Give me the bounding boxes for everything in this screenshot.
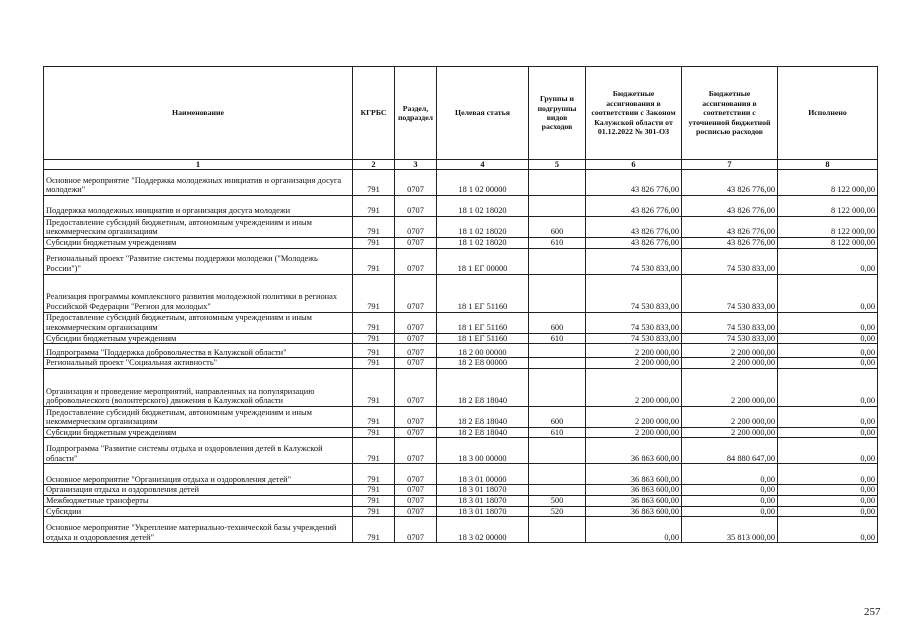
- cell-section: 0707: [395, 333, 437, 344]
- cell-group: [529, 358, 586, 369]
- cell-refined-amount: 43 826 776,00: [682, 217, 778, 238]
- cell-refined-amount: 74 530 833,00: [682, 333, 778, 344]
- cell-group: [529, 196, 586, 217]
- column-number: 5: [529, 160, 586, 170]
- cell-group: 610: [529, 427, 586, 438]
- table-row: [44, 238, 878, 249]
- cell-kgrbs: 791: [353, 333, 395, 344]
- cell-refined-amount: 74 530 833,00: [682, 312, 778, 333]
- cell-kgrbs: 791: [353, 217, 395, 238]
- cell-kgrbs: 791: [353, 406, 395, 427]
- cell-target: 18 2 Е8 18040: [437, 406, 529, 427]
- header-cell: Исполнено: [778, 67, 878, 160]
- cell-kgrbs: 791: [353, 495, 395, 506]
- cell-target: 18 2 Е8 00000: [437, 358, 529, 369]
- cell-law-amount: 43 826 776,00: [586, 238, 682, 249]
- cell-target: 18 3 00 00000: [437, 438, 529, 464]
- cell-executed-amount: 0,00: [778, 312, 878, 333]
- cell-target: 18 1 ЕГ 51160: [437, 312, 529, 333]
- table-row: [44, 517, 878, 543]
- cell-name: Субсидии бюджетным учреждениям: [44, 238, 353, 249]
- cell-section: 0707: [395, 312, 437, 333]
- header-cell: Бюджетные ассигнования в соответствии с уточненной бюджетной росписью расходов: [682, 67, 778, 160]
- cell-section: 0707: [395, 506, 437, 517]
- cell-section: 0707: [395, 427, 437, 438]
- cell-executed-amount: 0,00: [778, 274, 878, 312]
- cell-target: 18 1 ЕГ 51160: [437, 333, 529, 344]
- cell-target: 18 3 01 18070: [437, 485, 529, 496]
- cell-target: 18 1 02 18020: [437, 196, 529, 217]
- cell-target: 18 1 02 18020: [437, 238, 529, 249]
- cell-law-amount: 43 826 776,00: [586, 196, 682, 217]
- cell-executed-amount: 0,00: [778, 495, 878, 506]
- table-row: [44, 274, 878, 312]
- cell-section: 0707: [395, 274, 437, 312]
- cell-name: Предоставление субсидий бюджетным, автономным учреждениям и иным некоммерческим организациям: [44, 217, 353, 238]
- cell-law-amount: 36 863 600,00: [586, 506, 682, 517]
- table-row: [44, 333, 878, 344]
- cell-refined-amount: 0,00: [682, 495, 778, 506]
- cell-law-amount: 74 530 833,00: [586, 333, 682, 344]
- cell-group: [529, 464, 586, 485]
- cell-name: Субсидии: [44, 506, 353, 517]
- cell-group: [529, 170, 586, 196]
- cell-target: 18 3 01 18070: [437, 495, 529, 506]
- column-number-row: [44, 160, 878, 170]
- cell-refined-amount: 0,00: [682, 464, 778, 485]
- table-row: [44, 217, 878, 238]
- cell-name: Основное мероприятие "Организация отдыха и оздоровления детей": [44, 464, 353, 485]
- cell-section: 0707: [395, 517, 437, 543]
- cell-name: Региональный проект "Развитие системы поддержки молодежи ("Молодежь России")": [44, 248, 353, 274]
- cell-executed-amount: 0,00: [778, 333, 878, 344]
- cell-executed-amount: 8 122 000,00: [778, 170, 878, 196]
- table-row: [44, 427, 878, 438]
- cell-group: [529, 368, 586, 406]
- cell-group: [529, 517, 586, 543]
- cell-executed-amount: 0,00: [778, 248, 878, 274]
- header-cell: КГРБС: [353, 67, 395, 160]
- cell-executed-amount: 0,00: [778, 344, 878, 358]
- cell-kgrbs: 791: [353, 517, 395, 543]
- cell-refined-amount: 43 826 776,00: [682, 196, 778, 217]
- cell-section: 0707: [395, 438, 437, 464]
- page-number: 257: [864, 606, 881, 618]
- cell-law-amount: 36 863 600,00: [586, 464, 682, 485]
- header-cell: Наименование: [44, 67, 353, 160]
- cell-kgrbs: 791: [353, 368, 395, 406]
- cell-name: Региональный проект "Социальная активность": [44, 358, 353, 369]
- cell-refined-amount: 2 200 000,00: [682, 368, 778, 406]
- cell-name: Предоставление субсидий бюджетным, автономным учреждениям и иным некоммерческим организациям: [44, 406, 353, 427]
- cell-target: 18 1 02 18020: [437, 217, 529, 238]
- cell-kgrbs: 791: [353, 344, 395, 358]
- cell-executed-amount: 0,00: [778, 506, 878, 517]
- cell-section: 0707: [395, 464, 437, 485]
- table-row: [44, 368, 878, 406]
- cell-kgrbs: 791: [353, 312, 395, 333]
- cell-executed-amount: 8 122 000,00: [778, 196, 878, 217]
- cell-law-amount: 2 200 000,00: [586, 368, 682, 406]
- column-number: 7: [682, 160, 778, 170]
- cell-kgrbs: 791: [353, 274, 395, 312]
- cell-kgrbs: 791: [353, 170, 395, 196]
- cell-name: Субсидии бюджетным учреждениям: [44, 427, 353, 438]
- cell-refined-amount: 2 200 000,00: [682, 427, 778, 438]
- cell-target: 18 2 Е8 18040: [437, 368, 529, 406]
- cell-section: 0707: [395, 344, 437, 358]
- cell-kgrbs: 791: [353, 358, 395, 369]
- cell-section: 0707: [395, 495, 437, 506]
- cell-kgrbs: 791: [353, 196, 395, 217]
- cell-section: 0707: [395, 358, 437, 369]
- cell-executed-amount: 0,00: [778, 438, 878, 464]
- cell-group: [529, 274, 586, 312]
- cell-kgrbs: 791: [353, 438, 395, 464]
- table-row: [44, 464, 878, 485]
- cell-target: 18 1 02 00000: [437, 170, 529, 196]
- cell-name: Поддержка молодежных инициатив и организация досуга молодежи: [44, 196, 353, 217]
- cell-name: Субсидии бюджетным учреждениям: [44, 333, 353, 344]
- cell-name: Реализация программы комплексного развития молодежной политики в регионах Российской Федерации "Регион для молодых": [44, 274, 353, 312]
- cell-kgrbs: 791: [353, 238, 395, 249]
- cell-law-amount: 2 200 000,00: [586, 358, 682, 369]
- cell-law-amount: 43 826 776,00: [586, 170, 682, 196]
- cell-name: Подпрограмма "Развитие системы отдыха и оздоровления детей в Калужской области": [44, 438, 353, 464]
- cell-law-amount: 43 826 776,00: [586, 217, 682, 238]
- table-row: [44, 344, 878, 358]
- cell-section: 0707: [395, 170, 437, 196]
- cell-group: 600: [529, 312, 586, 333]
- cell-name: Межбюджетные трансферты: [44, 495, 353, 506]
- cell-name: Организация и проведение мероприятий, направленных на популяризацию добровольческого (волонтерского) движения в Калужской области: [44, 368, 353, 406]
- cell-group: 600: [529, 406, 586, 427]
- cell-refined-amount: 0,00: [682, 485, 778, 496]
- cell-kgrbs: 791: [353, 506, 395, 517]
- cell-refined-amount: 84 880 647,00: [682, 438, 778, 464]
- cell-law-amount: 36 863 600,00: [586, 485, 682, 496]
- cell-refined-amount: 2 200 000,00: [682, 344, 778, 358]
- table-row: [44, 170, 878, 196]
- cell-name: Основное мероприятие "Укрепление материально-технической базы учреждений отдыха и оздоровления детей": [44, 517, 353, 543]
- cell-law-amount: 36 863 600,00: [586, 438, 682, 464]
- column-number: 3: [395, 160, 437, 170]
- column-number: 4: [437, 160, 529, 170]
- cell-refined-amount: 0,00: [682, 506, 778, 517]
- cell-target: 18 2 Е8 18040: [437, 427, 529, 438]
- cell-group: [529, 485, 586, 496]
- cell-law-amount: 74 530 833,00: [586, 312, 682, 333]
- cell-executed-amount: 0,00: [778, 406, 878, 427]
- cell-name: Предоставление субсидий бюджетным, автономным учреждениям и иным некоммерческим организациям: [44, 312, 353, 333]
- table-row: [44, 495, 878, 506]
- cell-law-amount: 2 200 000,00: [586, 344, 682, 358]
- table-row: [44, 406, 878, 427]
- cell-target: 18 1 ЕГ 00000: [437, 248, 529, 274]
- table-row: [44, 438, 878, 464]
- cell-law-amount: 36 863 600,00: [586, 495, 682, 506]
- column-number: 2: [353, 160, 395, 170]
- cell-group: 600: [529, 217, 586, 238]
- table-body: [44, 170, 878, 543]
- cell-executed-amount: 8 122 000,00: [778, 217, 878, 238]
- cell-name: Основное мероприятие "Поддержка молодежных инициатив и организация досуга молодежи": [44, 170, 353, 196]
- table-row: [44, 248, 878, 274]
- cell-kgrbs: 791: [353, 248, 395, 274]
- cell-section: 0707: [395, 196, 437, 217]
- cell-group: 520: [529, 506, 586, 517]
- cell-section: 0707: [395, 485, 437, 496]
- column-number: 8: [778, 160, 878, 170]
- cell-group: 610: [529, 333, 586, 344]
- cell-group: 500: [529, 495, 586, 506]
- cell-executed-amount: 0,00: [778, 517, 878, 543]
- header-cell: Группы и подгруппы видов расходов: [529, 67, 586, 160]
- cell-group: [529, 344, 586, 358]
- table-row: [44, 506, 878, 517]
- cell-section: 0707: [395, 248, 437, 274]
- cell-group: [529, 248, 586, 274]
- cell-target: 18 3 01 00000: [437, 464, 529, 485]
- table-row: [44, 485, 878, 496]
- cell-kgrbs: 791: [353, 485, 395, 496]
- header-row: [44, 67, 878, 160]
- cell-section: 0707: [395, 406, 437, 427]
- cell-section: 0707: [395, 368, 437, 406]
- cell-target: 18 3 02 00000: [437, 517, 529, 543]
- table-row: [44, 196, 878, 217]
- cell-name: Подпрограмма "Поддержка добровольчества в Калужской области": [44, 344, 353, 358]
- cell-name: Организация отдыха и оздоровления детей: [44, 485, 353, 496]
- cell-law-amount: 2 200 000,00: [586, 406, 682, 427]
- cell-law-amount: 74 530 833,00: [586, 248, 682, 274]
- cell-group: [529, 438, 586, 464]
- table-row: [44, 312, 878, 333]
- cell-refined-amount: 2 200 000,00: [682, 406, 778, 427]
- cell-executed-amount: 0,00: [778, 464, 878, 485]
- cell-refined-amount: 35 813 000,00: [682, 517, 778, 543]
- cell-kgrbs: 791: [353, 427, 395, 438]
- cell-law-amount: 74 530 833,00: [586, 274, 682, 312]
- table-row: [44, 358, 878, 369]
- cell-law-amount: 2 200 000,00: [586, 427, 682, 438]
- cell-target: 18 2 00 00000: [437, 344, 529, 358]
- cell-refined-amount: 74 530 833,00: [682, 274, 778, 312]
- cell-refined-amount: 2 200 000,00: [682, 358, 778, 369]
- cell-law-amount: 0,00: [586, 517, 682, 543]
- cell-section: 0707: [395, 217, 437, 238]
- header-cell: Раздел, подраздел: [395, 67, 437, 160]
- cell-group: 610: [529, 238, 586, 249]
- column-number: 6: [586, 160, 682, 170]
- header-cell: Бюджетные ассигнования в соответствии с Законом Калужской области от 01.12.2022 № 301-ОЗ: [586, 67, 682, 160]
- cell-executed-amount: 0,00: [778, 485, 878, 496]
- cell-executed-amount: 0,00: [778, 368, 878, 406]
- cell-executed-amount: 0,00: [778, 427, 878, 438]
- cell-refined-amount: 43 826 776,00: [682, 170, 778, 196]
- header-cell: Целевая статья: [437, 67, 529, 160]
- cell-executed-amount: 0,00: [778, 358, 878, 369]
- budget-table: [43, 66, 878, 543]
- cell-target: 18 1 ЕГ 51160: [437, 274, 529, 312]
- cell-kgrbs: 791: [353, 464, 395, 485]
- cell-section: 0707: [395, 238, 437, 249]
- cell-target: 18 3 01 18070: [437, 506, 529, 517]
- cell-refined-amount: 74 530 833,00: [682, 248, 778, 274]
- cell-executed-amount: 8 122 000,00: [778, 238, 878, 249]
- column-number: 1: [44, 160, 353, 170]
- cell-refined-amount: 43 826 776,00: [682, 238, 778, 249]
